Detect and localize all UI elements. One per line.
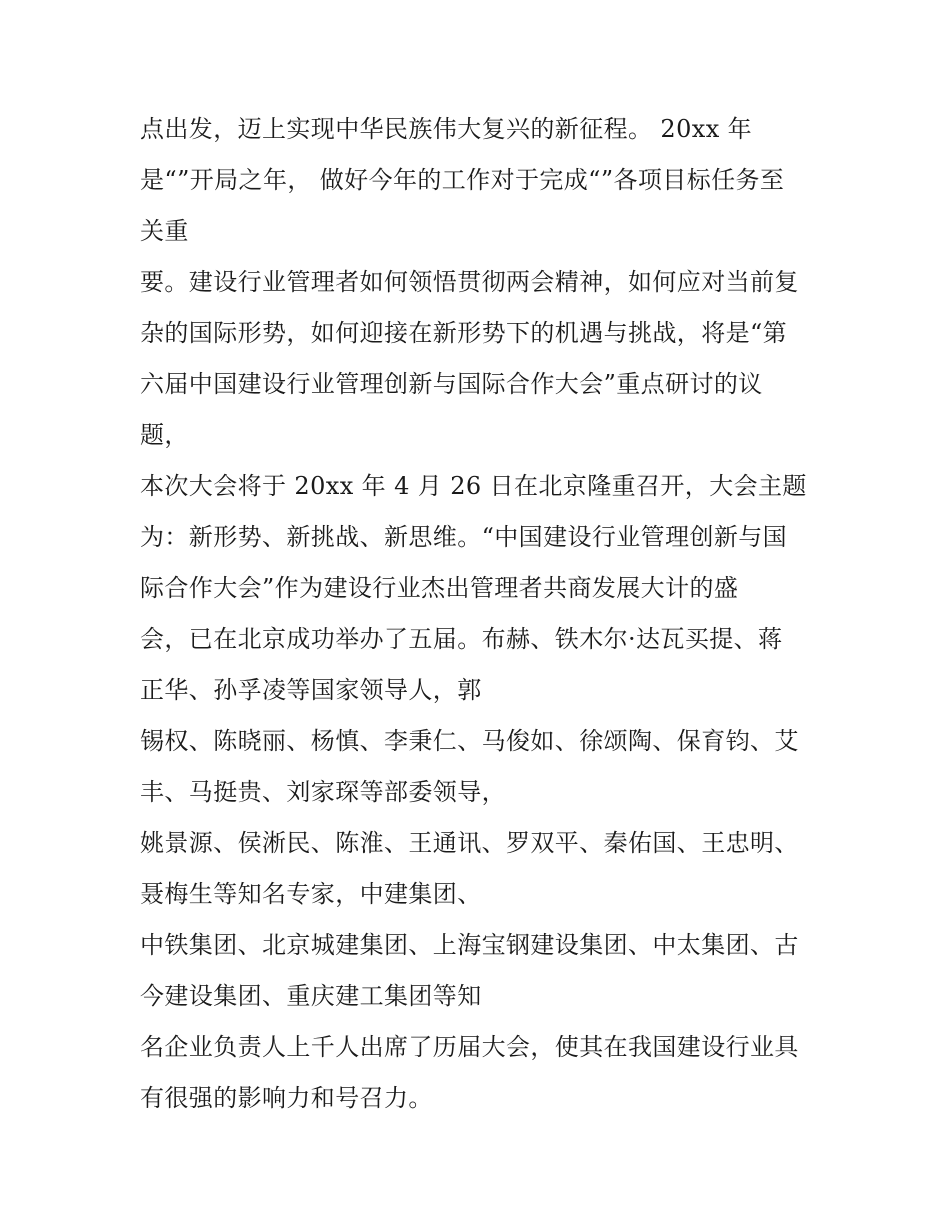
text-line: 是“”开局之年， 做好今年的工作对于完成“”各项目标任务至: [140, 166, 785, 194]
text-line: 正华、孙孚凌等国家领导人，郭: [140, 676, 482, 704]
text-line: 杂的国际形势，如何迎接在新形势下的机遇与挑战，将是“第: [140, 319, 788, 347]
text-line: 为：新形势、新挑战、新思维。“中国建设行业管理创新与国: [140, 523, 788, 551]
text-line: 六届中国建设行业管理创新与国际合作大会”重点研讨的议: [140, 370, 763, 398]
text-line: 有很强的影响力和号召力。: [140, 1084, 433, 1112]
text-line: 会，已在北京成功举办了五届。布赫、铁木尔·达瓦买提、蒋: [140, 625, 783, 653]
text-line: 际合作大会”作为建设行业杰出管理者共商发展大计的盛: [140, 574, 739, 602]
text-line: 丰、马挺贵、刘家琛等部委领导，: [140, 778, 506, 806]
text-line: 今建设集团、重庆建工集团等知: [140, 982, 482, 1010]
text-line: 要。建设行业管理者如何领悟贯彻两会精神，如何应对当前复: [140, 268, 799, 296]
text-line: 聂梅生等知名专家，中建集团、: [140, 880, 482, 908]
text-line: 关重: [140, 217, 189, 245]
body-text: [140, 104, 830, 1124]
text-line: 点出发，迈上实现中华民族伟大复兴的新征程。 20xx 年: [140, 115, 753, 143]
text-line: 姚景源、侯淅民、陈淮、王通讯、罗双平、秦佑国、王忠明、: [140, 829, 799, 857]
text-line: 锡权、陈晓丽、杨慎、李秉仁、马俊如、徐颂陶、保育钧、艾: [140, 727, 799, 755]
text-line: 中铁集团、北京城建集团、上海宝钢建设集团、中太集团、古: [140, 931, 799, 959]
text-line: 名企业负责人上千人出席了历届大会，使其在我国建设行业具: [140, 1033, 799, 1061]
text-line: 题，: [140, 421, 189, 449]
text-line: 本次大会将于 20xx 年 4 月 26 日在北京隆重召开，大会主题: [140, 472, 807, 500]
